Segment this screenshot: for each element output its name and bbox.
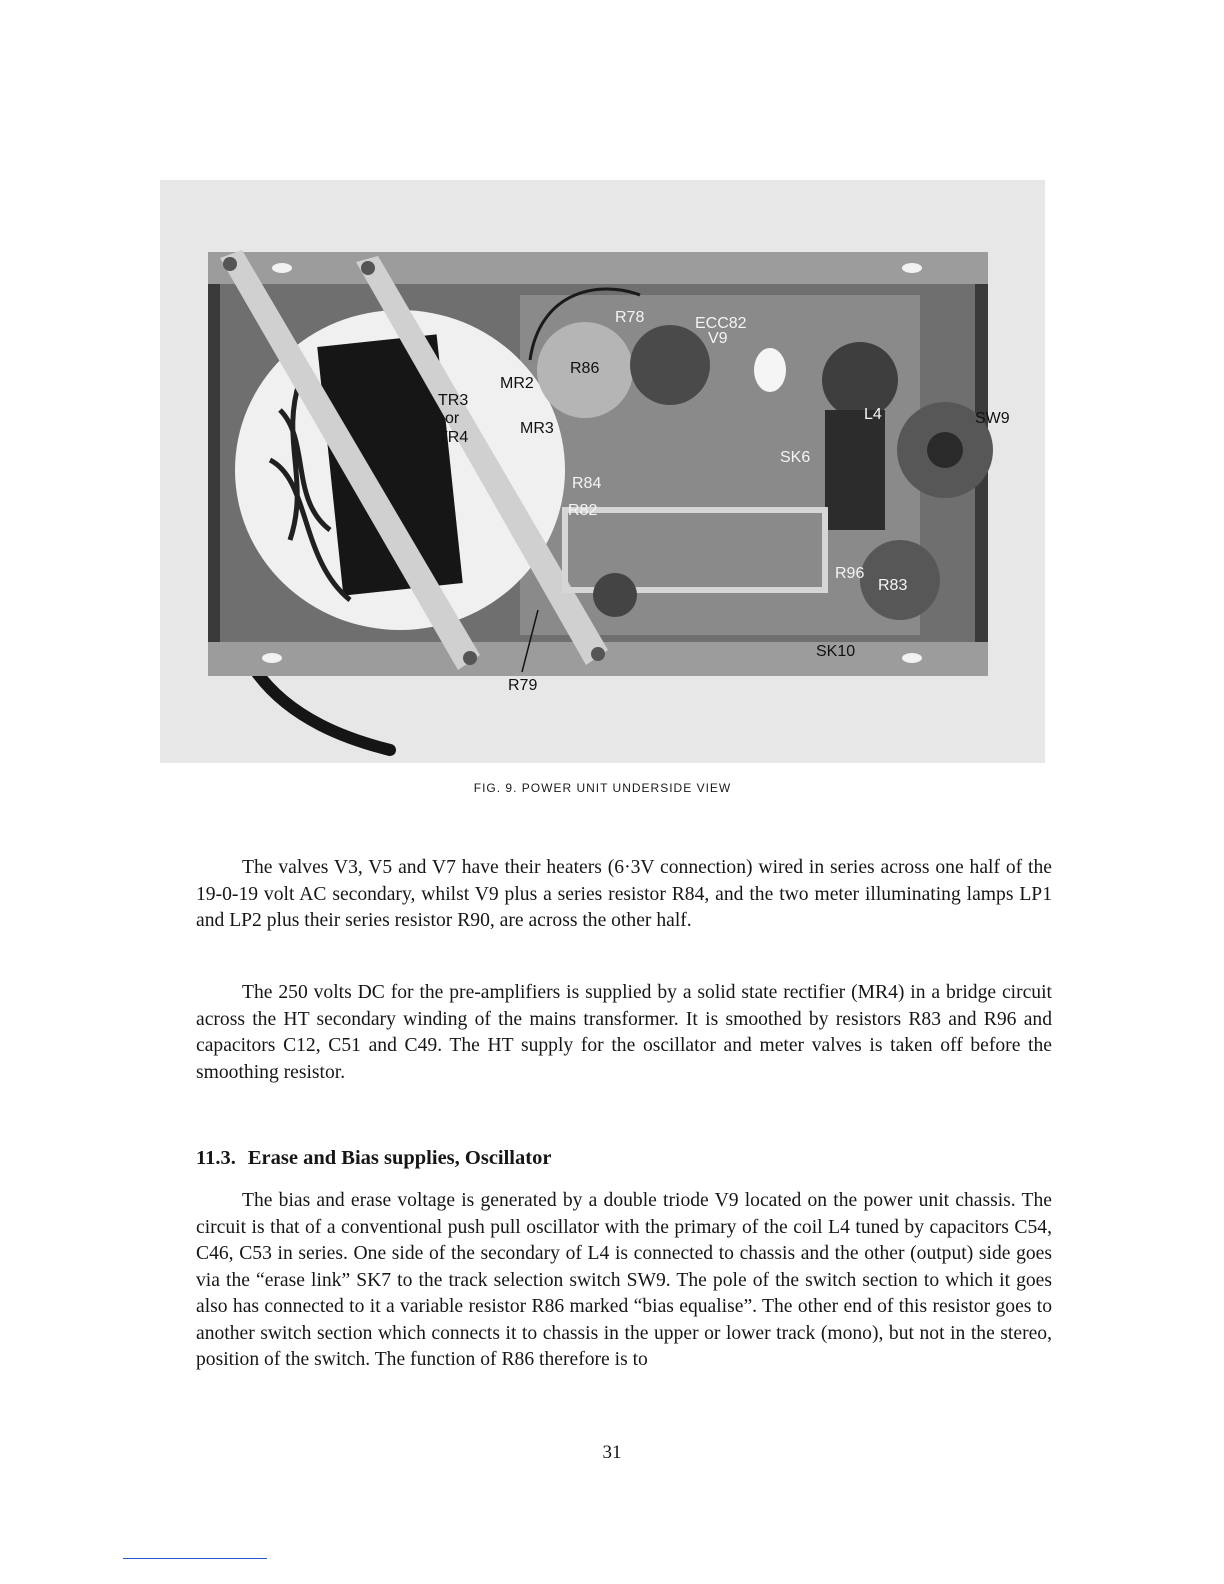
label-r96: R96 <box>835 565 865 582</box>
label-ecc82: ECC82 <box>695 315 747 332</box>
label-r79: R79 <box>508 677 538 694</box>
label-sk10: SK10 <box>816 643 856 660</box>
figure-photo <box>160 180 1045 763</box>
label-v9: V9 <box>708 330 728 347</box>
label-tr3: TR3 <box>438 392 469 409</box>
figure-caption: FIG. 9. POWER UNIT UNDERSIDE VIEW <box>473 781 732 795</box>
section-number: 11.3. <box>196 1147 236 1169</box>
label-r84: R84 <box>572 475 602 492</box>
label-sk6: SK6 <box>780 449 811 466</box>
label-or: or <box>445 410 460 427</box>
section-title: Erase and Bias supplies, Oscillator <box>247 1147 552 1169</box>
label-r78: R78 <box>615 309 645 326</box>
label-sw9: SW9 <box>975 410 1010 427</box>
label-r83: R83 <box>878 577 908 594</box>
paragraph-ht-supply: The 250 volts DC for the pre-amplifiers is supplied by a solid state rectifier (MR4) in a bridge circuit across the HT secondary winding of the mains transformer. It is smoothed by resistors R83 and R96 and capacitors C12, C51 and C49. The HT supply for the oscillator and meter valves is taken off before the smoothing resistor. <box>196 982 1052 1083</box>
label-r86: R86 <box>570 360 600 377</box>
paragraph-heaters: The valves V3, V5 and V7 have their heaters (6·3V connection) wired in series across one half of the 19-0-19 volt AC secondary, whilst V9 plus a series resistor R84, and the two meter illuminating lamps LP1 and LP2 plus their series resistor R90, are across the other half. <box>196 857 1052 931</box>
label-l4: L4 <box>864 406 882 423</box>
section-heading <box>196 1147 551 1170</box>
page-number: 31 <box>602 1442 622 1463</box>
power-unit-photo <box>160 180 1045 763</box>
footnote-rule <box>123 1558 267 1559</box>
paragraph-oscillator: The bias and erase voltage is generated by a double triode V9 located on the power unit chassis. The circuit is that of a conventional push pull oscillator with the primary of the coil L4 tuned by capacitors C54, C46, C53 in series. One side of the secondary of L4 is connected to chassis and the other (output) side goes via the “erase link” SK7 to the track selection switch SW9. The pole of the switch section to which it goes also has connected to it a variable resistor R86 marked “bias equalise”. The other end of this resistor goes to another switch section which connects it to chassis in the upper or lower track (mono), but not in the stereo, position of the switch. The function of R86 therefore is to <box>196 1190 1052 1370</box>
label-mr3: MR3 <box>520 420 554 437</box>
label-r82: R82 <box>568 502 598 519</box>
label-tr4: TR4 <box>438 429 469 446</box>
label-mr2: MR2 <box>500 375 534 392</box>
